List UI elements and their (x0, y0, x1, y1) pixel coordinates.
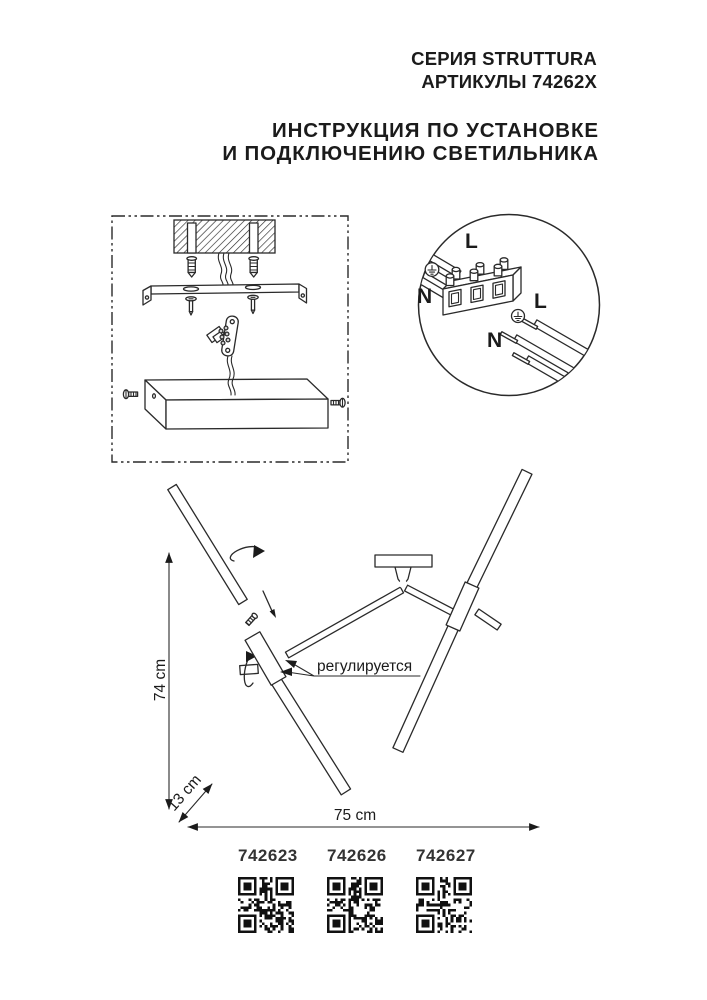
bracket-screw-left-icon (186, 297, 196, 315)
article-number: 742623 (238, 846, 298, 865)
dimension-offset (164, 772, 212, 822)
title-line-2: И ПОДКЛЮЧЕНИЮ СВЕТИЛЬНИКА (222, 141, 599, 165)
side-screw-right-icon (331, 398, 345, 407)
qr-code (238, 877, 294, 933)
wall-anchor-left-icon (187, 257, 197, 277)
qr-code (327, 877, 383, 933)
adjustable-callout (280, 658, 420, 676)
lamp-arm-right (405, 585, 456, 616)
dimension-height (152, 553, 169, 809)
supply-wires-icon (218, 253, 233, 286)
drill-hole-right (250, 223, 259, 253)
articles-line: АРТИКУЛЫ 74262X (421, 71, 597, 92)
rotation-arrow-icon (230, 545, 265, 561)
installation-exploded-diagram (110, 206, 350, 466)
article-number: 742626 (327, 846, 387, 865)
lamp-structure-drawing (150, 460, 570, 840)
side-screw-left-icon (123, 390, 137, 399)
adjustable-label: регулируется (317, 658, 413, 675)
doc-title (0, 120, 599, 165)
ground-symbol-icon (425, 263, 439, 277)
terminal-neutral-label: N (417, 285, 433, 308)
terminal-live-label: L (465, 230, 478, 253)
wire-neutral-label: N (487, 329, 503, 352)
lamp-tube-upper-left (168, 484, 247, 604)
qr-code (416, 877, 472, 933)
ceiling-icon (174, 220, 275, 253)
drill-hole-left (188, 223, 197, 253)
series-title: СЕРИЯ STRUTTURA (411, 48, 597, 69)
height-dimension-label: 74 cm (152, 658, 169, 702)
lamp-tube-right-upper (467, 469, 532, 587)
ceiling-canopy (375, 555, 432, 567)
article-item (327, 846, 387, 933)
adjustable-knob-icon (240, 664, 259, 674)
assembly-direction-arrow-icon (263, 591, 276, 618)
bracket-screw-right-icon (248, 295, 258, 313)
wall-anchor-right-icon (249, 257, 259, 277)
article-number: 742627 (416, 846, 476, 865)
mounting-bracket-icon (143, 284, 307, 305)
title-line-1: ИНСТРУКЦИЯ ПО УСТАНОВКЕ (271, 119, 599, 142)
wire-live-label: L (534, 290, 547, 313)
width-dimension-label: 75 cm (333, 807, 377, 824)
article-item (238, 846, 298, 933)
lamp-tube-lower-left (271, 678, 350, 795)
doc-header (0, 47, 597, 93)
ground-symbol-icon (512, 310, 525, 323)
article-item (416, 846, 476, 933)
lamp-base-box-icon (145, 379, 328, 429)
adjustment-handle-right (475, 609, 501, 630)
article-list (238, 846, 476, 933)
lamp-arm-left (285, 587, 403, 658)
offset-dimension-label: 13 cm (164, 771, 205, 815)
lamp-tube-right-lower (393, 626, 458, 753)
fixing-screw-icon (245, 612, 258, 626)
pivot-sleeve-right (446, 582, 479, 631)
dimension-width (188, 807, 539, 827)
wiring-detail-circle (415, 212, 605, 402)
